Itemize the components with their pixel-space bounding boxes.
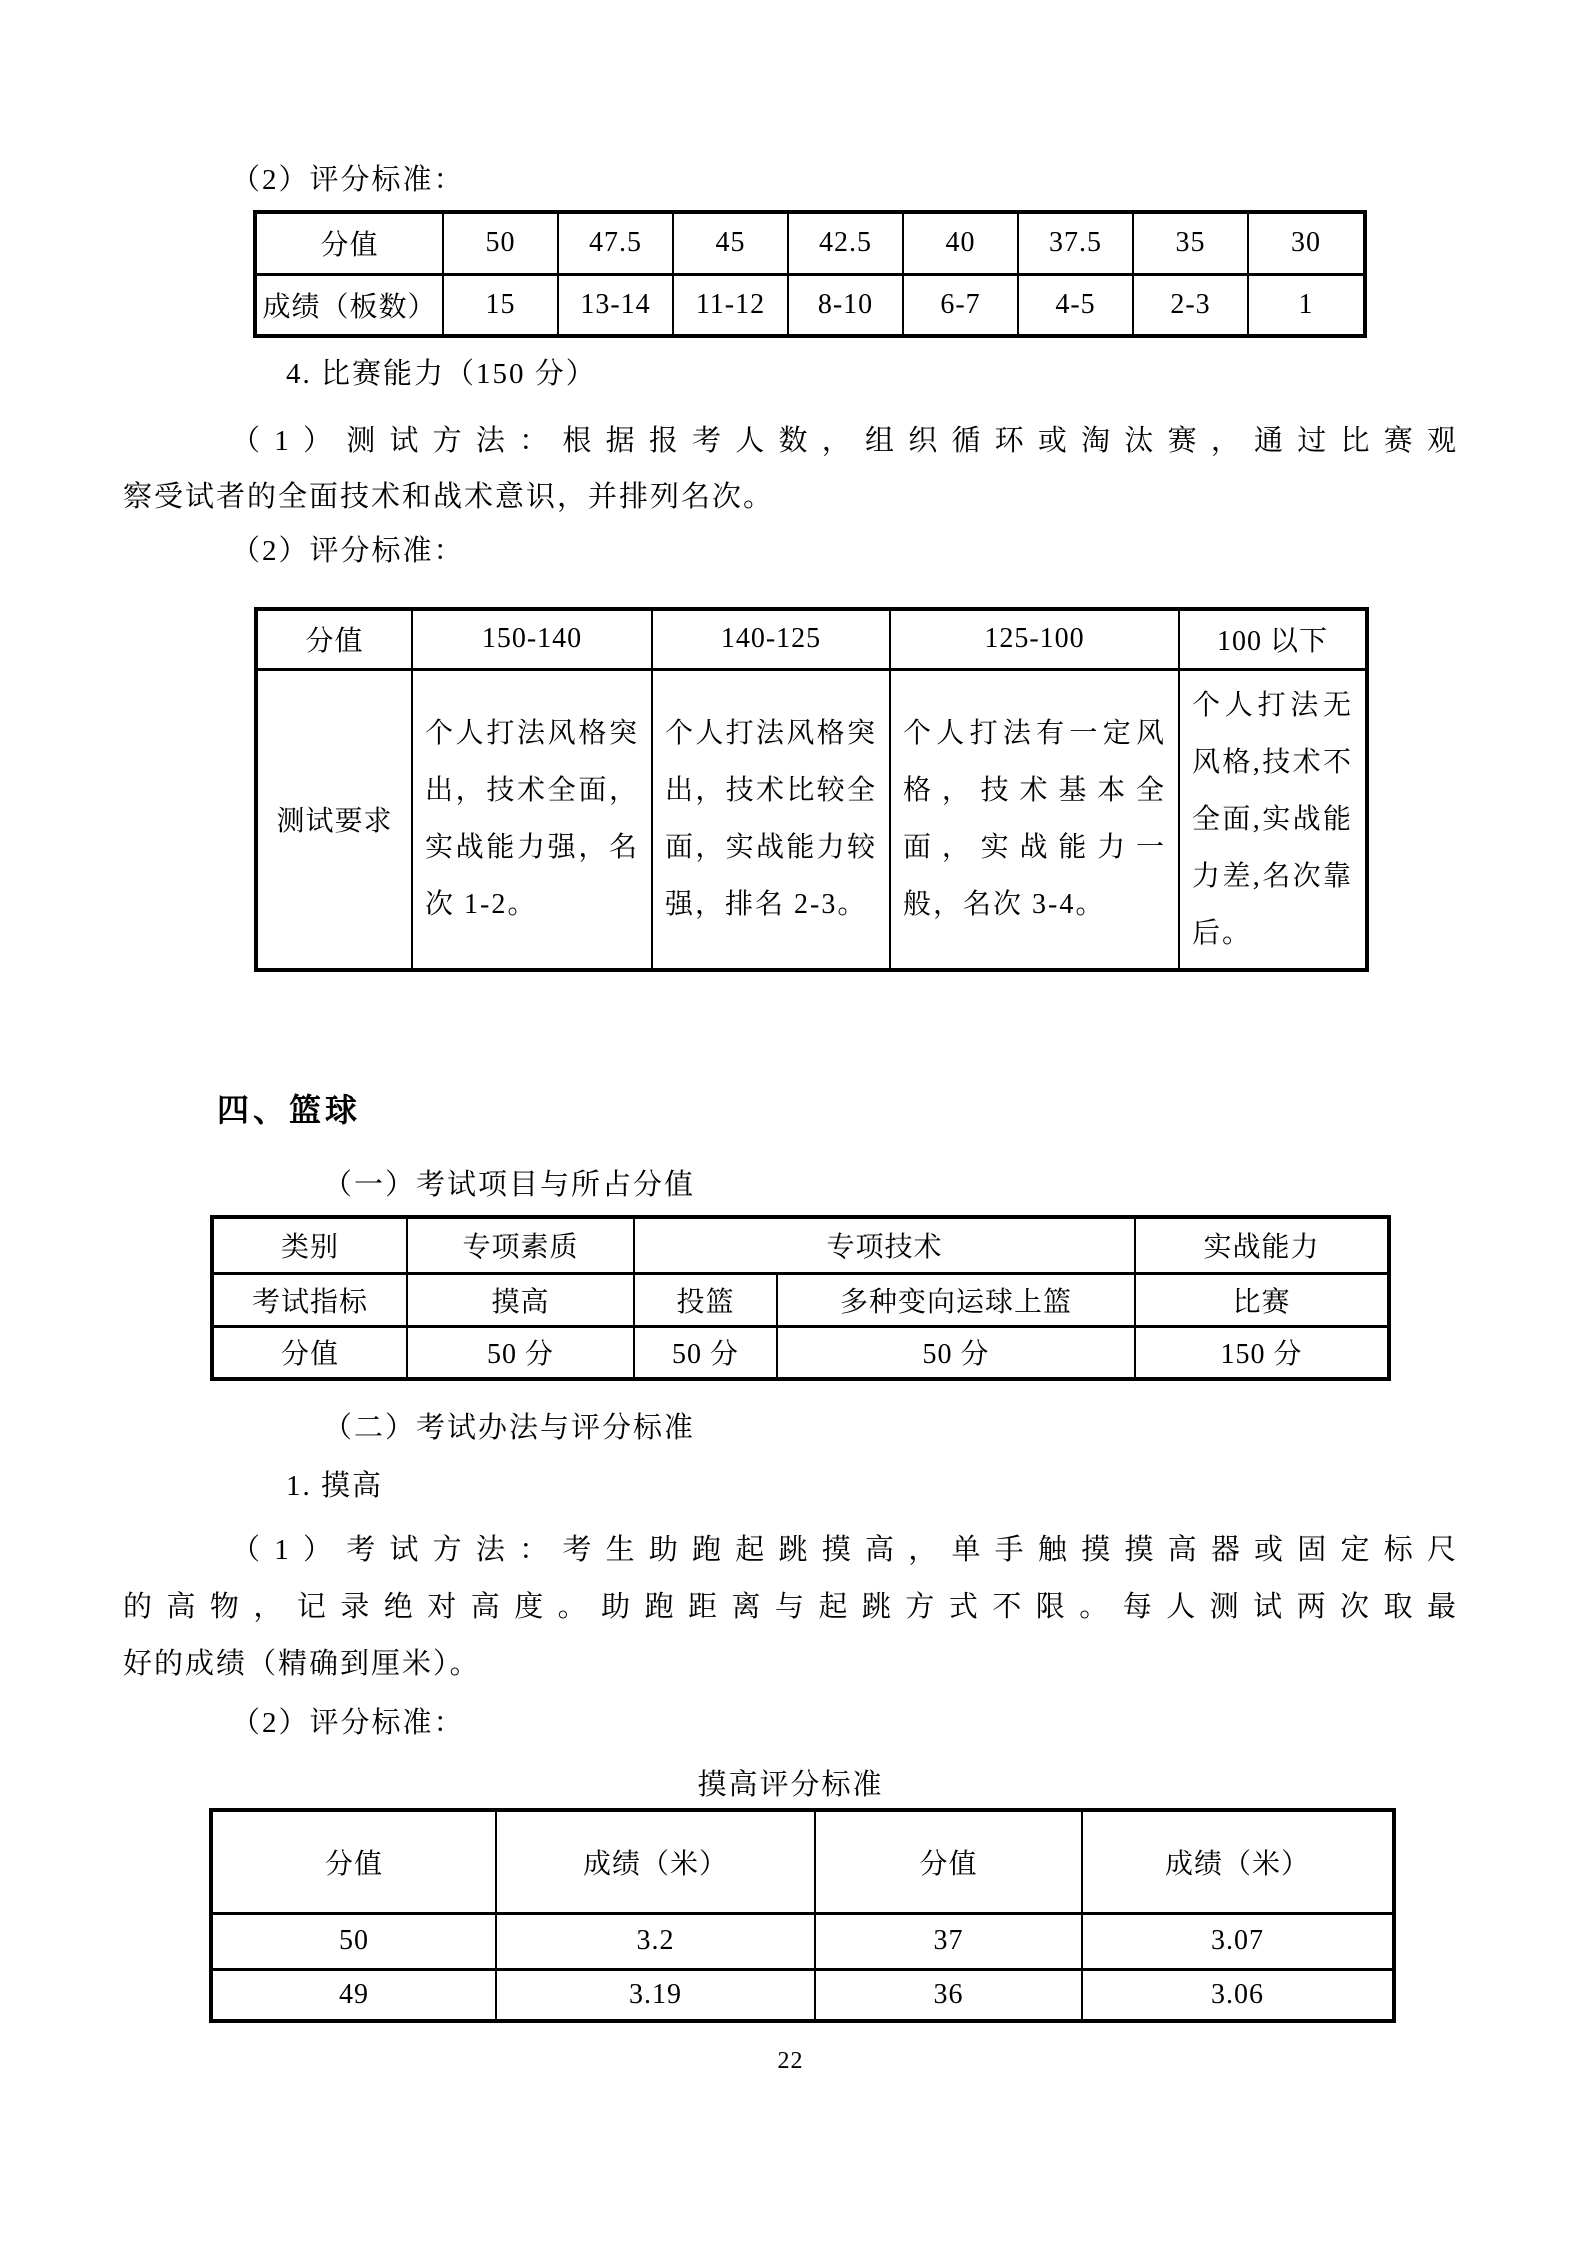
table-cell: 150 分 — [1135, 1326, 1389, 1379]
table-cell: 150-140 — [412, 609, 652, 669]
table-cell: 45 — [673, 212, 788, 274]
table-cell: 3.2 — [496, 1913, 815, 1969]
table-cell: 47.5 — [558, 212, 673, 274]
table-row — [212, 1326, 1389, 1379]
table-row — [211, 1913, 1394, 1969]
table-cell: 125-100 — [890, 609, 1179, 669]
table-row — [211, 1810, 1394, 1913]
exam-method-line-3: 好的成绩（精确到厘米）。 — [123, 1648, 481, 1680]
sub-item-2-label: （二）考试办法与评分标准 — [323, 1412, 696, 1444]
table-cell-requirement: 个人打法无风格,技术不全面,实战能力差,名次靠后。 — [1179, 669, 1367, 970]
exam-method-line-2: 的高物，记录绝对高度。助跑距离与起跳方式不限。每人测试两次取最 — [123, 1591, 1458, 1623]
table-cell: 50 分 — [634, 1326, 777, 1379]
table-cell: 比赛 — [1135, 1273, 1389, 1326]
table-cell: 4-5 — [1018, 274, 1133, 336]
sub-item-1-label: （一）考试项目与所占分值 — [323, 1169, 696, 1201]
table-cell-requirement: 个人打法有一定风格，技术基本全面，实战能力一般，名次 3-4。 — [890, 669, 1179, 970]
table-cell: 30 — [1248, 212, 1365, 274]
table-row — [211, 1969, 1394, 2021]
table-cell-requirement: 个人打法风格突出，技术比较全面，实战能力较强，排名 2-3。 — [652, 669, 890, 970]
table-cell: 42.5 — [788, 212, 903, 274]
test-method-line-2: 察受试者的全面技术和战术意识，并排列名次。 — [123, 481, 775, 513]
table-row — [255, 212, 1365, 274]
table-cell: 成绩（板数） — [255, 274, 443, 336]
scoring-standard-label-1: （2）评分标准： — [231, 164, 465, 196]
exam-method-line-1: （1）考试方法：考生助跑起跳摸高，单手触摸摸高器或固定标尺 — [231, 1534, 1458, 1566]
table-cell: 1 — [1248, 274, 1365, 336]
table-cell: 实战能力 — [1135, 1217, 1389, 1273]
table-cell: 50 分 — [407, 1326, 634, 1379]
score-table-competition — [254, 607, 1369, 972]
table-cell: 100 以下 — [1179, 609, 1367, 669]
scoring-standard-label-2: （2）评分标准： — [231, 535, 465, 567]
table-cell: 50 分 — [777, 1326, 1135, 1379]
table-cell: 11-12 — [673, 274, 788, 336]
table-cell: 专项素质 — [407, 1217, 634, 1273]
table-cell: 摸高 — [407, 1273, 634, 1326]
table-cell: 140-125 — [652, 609, 890, 669]
table-row — [212, 1273, 1389, 1326]
table-cell: 类别 — [212, 1217, 407, 1273]
table-cell: 35 — [1133, 212, 1248, 274]
table-cell: 投篮 — [634, 1273, 777, 1326]
table-cell: 考试指标 — [212, 1273, 407, 1326]
table-cell: 专项技术 — [634, 1217, 1135, 1273]
table-cell: 2-3 — [1133, 274, 1248, 336]
table-row — [212, 1217, 1389, 1273]
table-cell: 分值 — [212, 1326, 407, 1379]
table-cell: 成绩（米） — [1082, 1810, 1394, 1913]
page-number: 22 — [777, 2048, 804, 2074]
test-method-line-1: （1）测试方法：根据报考人数，组织循环或淘汰赛，通过比赛观 — [231, 425, 1458, 457]
scoring-standard-label-3: （2）评分标准： — [231, 1707, 465, 1739]
mogao-score-table — [209, 1808, 1396, 2023]
table-row — [256, 669, 1367, 970]
table-cell: 3.06 — [1082, 1969, 1394, 2021]
table-cell: 37.5 — [1018, 212, 1133, 274]
table-cell: 49 — [211, 1969, 496, 2021]
table-cell: 分值 — [815, 1810, 1082, 1913]
table-cell: 13-14 — [558, 274, 673, 336]
table-cell: 分值 — [256, 609, 412, 669]
table-cell: 50 — [443, 212, 558, 274]
table-cell: 40 — [903, 212, 1018, 274]
table-cell: 多种变向运球上篮 — [777, 1273, 1135, 1326]
mogao-table-caption: 摸高评分标准 — [697, 1769, 884, 1801]
table-row — [256, 609, 1367, 669]
score-table-banshu — [253, 210, 1367, 338]
table-cell: 分值 — [211, 1810, 496, 1913]
table-cell: 36 — [815, 1969, 1082, 2021]
basketball-section-heading: 四、篮球 — [217, 1092, 362, 1128]
table-cell: 3.07 — [1082, 1913, 1394, 1969]
table-cell: 8-10 — [788, 274, 903, 336]
table-cell: 15 — [443, 274, 558, 336]
section-4-title: 4. 比赛能力（150 分） — [286, 358, 597, 390]
table-cell: 6-7 — [903, 274, 1018, 336]
table-row — [255, 274, 1365, 336]
table-cell: 分值 — [255, 212, 443, 274]
item-mogao-title: 1. 摸高 — [286, 1470, 384, 1502]
table-cell-row-label: 测试要求 — [256, 669, 412, 970]
table-cell-requirement: 个人打法风格突出，技术全面，实战能力强，名次 1-2。 — [412, 669, 652, 970]
table-cell: 50 — [211, 1913, 496, 1969]
table-cell: 3.19 — [496, 1969, 815, 2021]
table-cell: 成绩（米） — [496, 1810, 815, 1913]
table-cell: 37 — [815, 1913, 1082, 1969]
exam-items-table — [210, 1215, 1391, 1381]
